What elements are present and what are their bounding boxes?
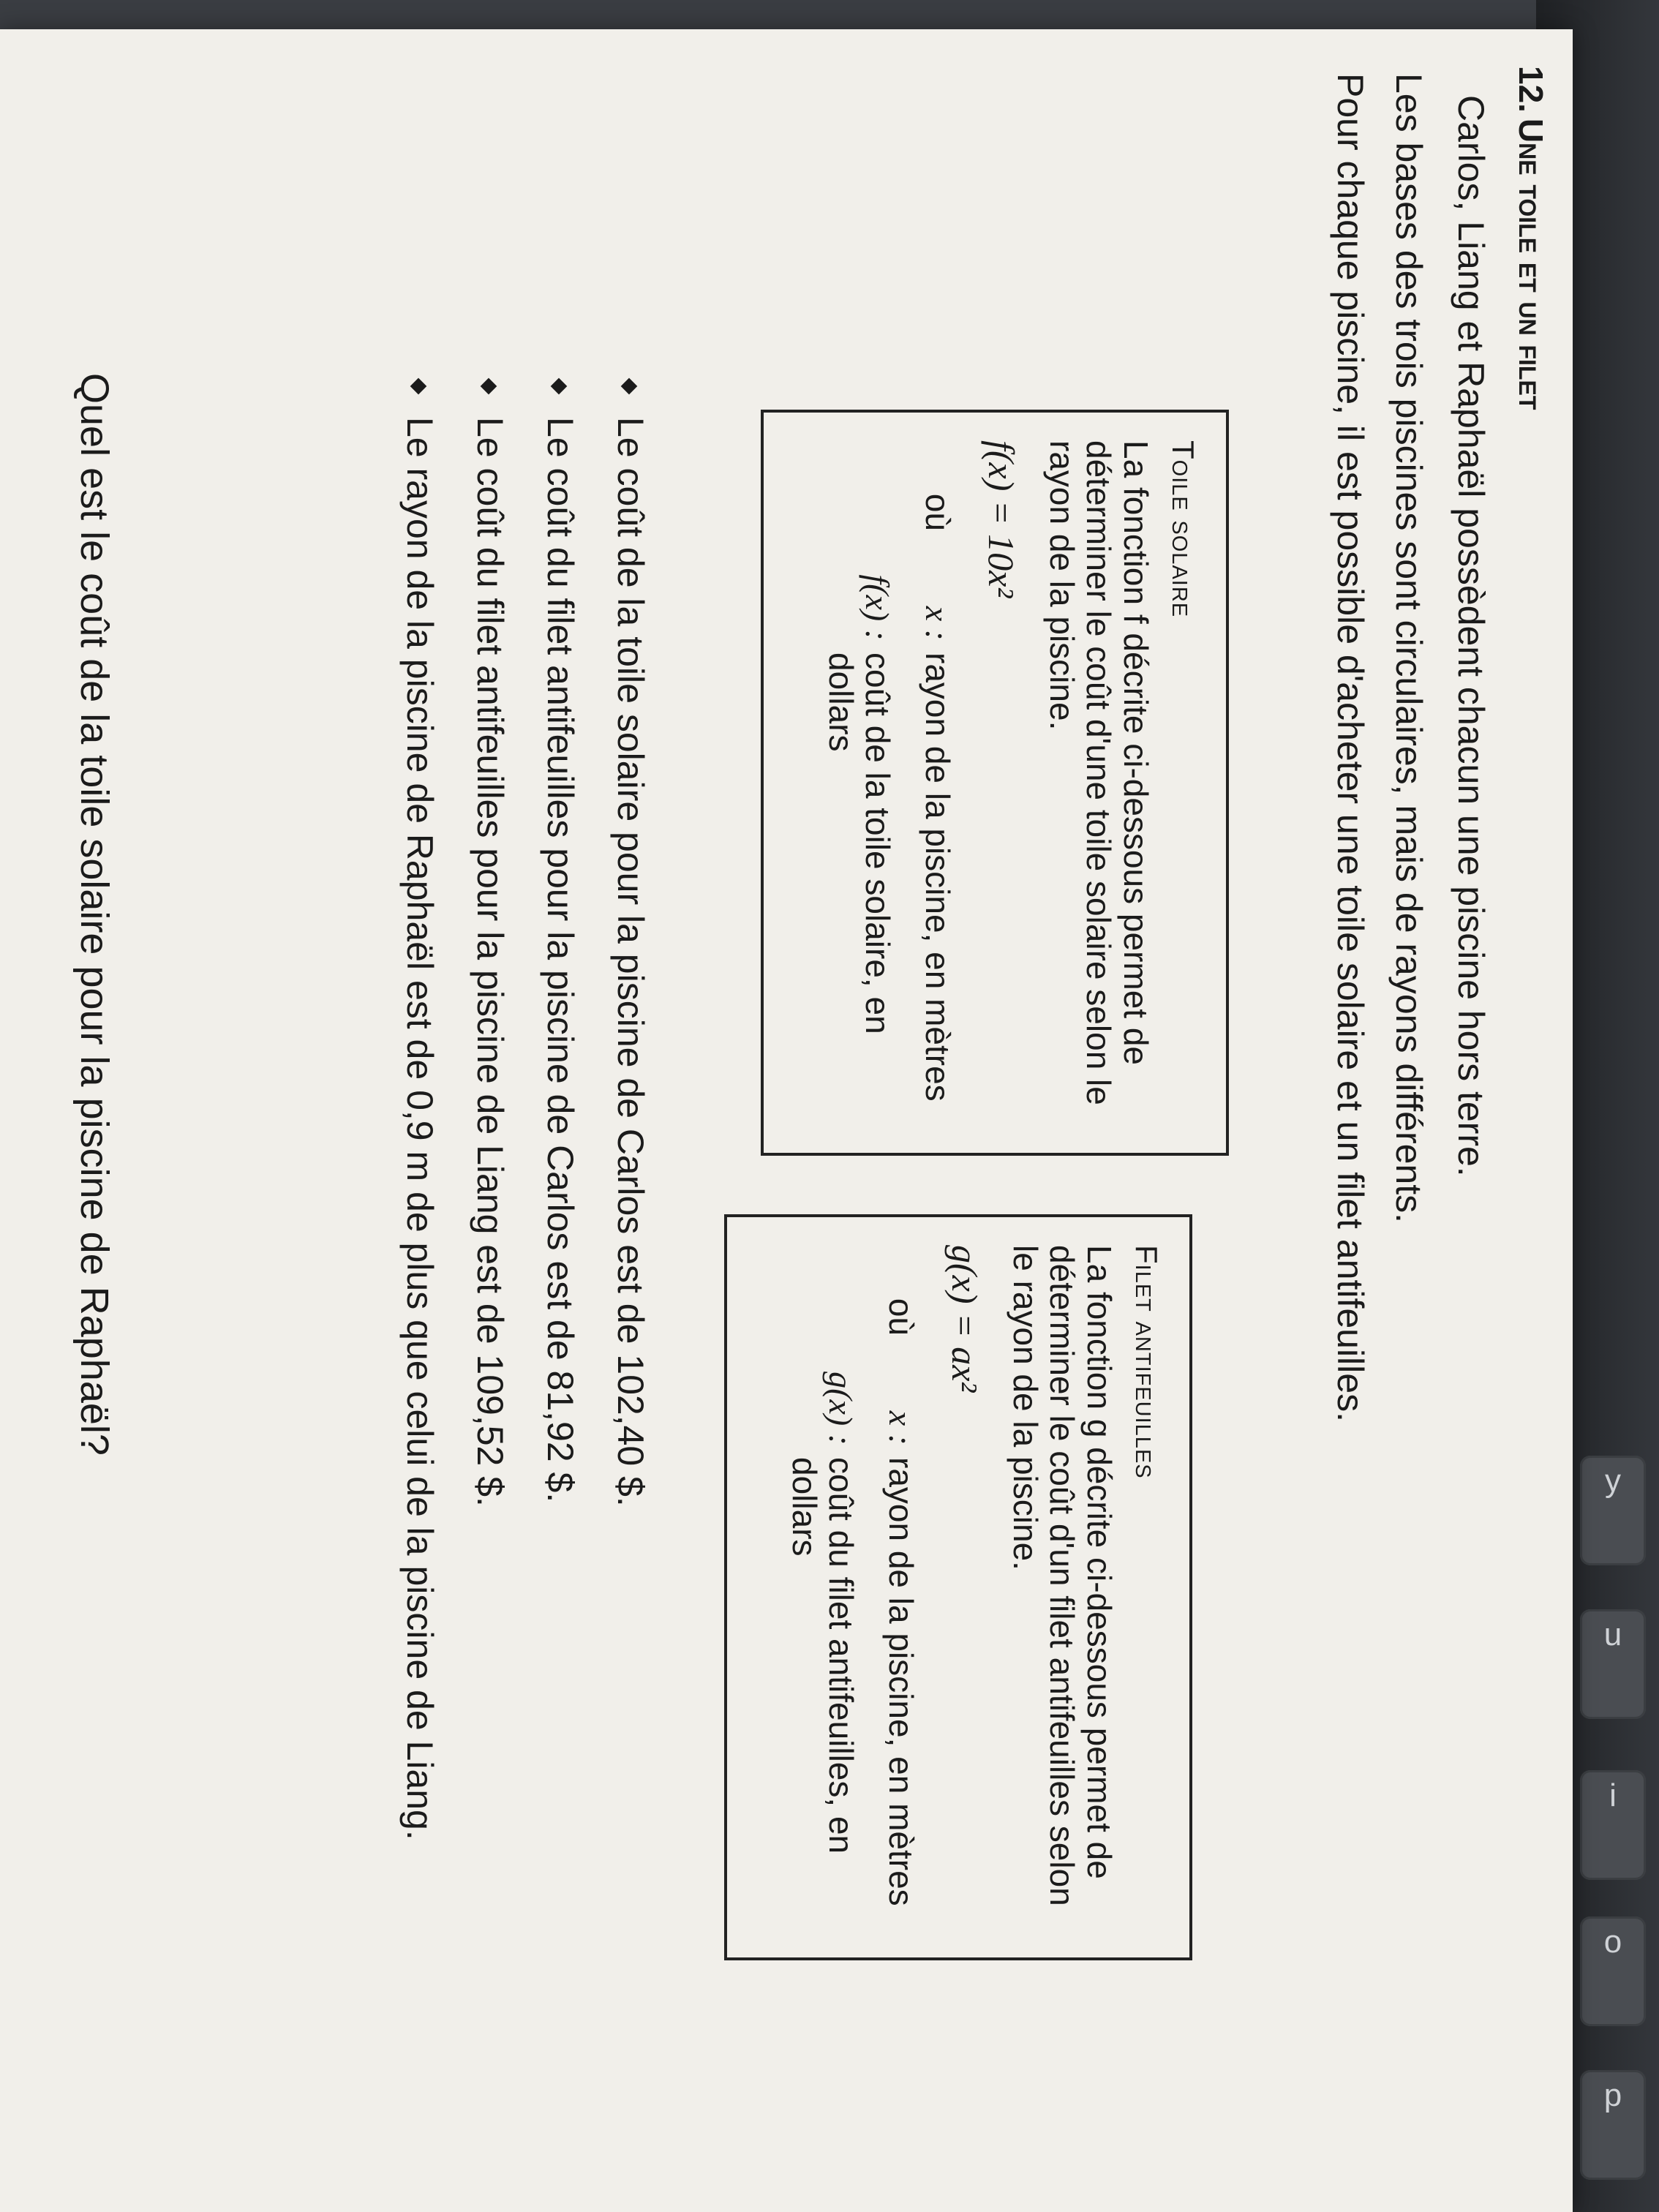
keyboard-key-u: u xyxy=(1580,1609,1646,1719)
problem-title xyxy=(1511,66,1551,410)
solar-cover-formula: f(x) = 10x² xyxy=(981,440,1023,598)
list-item: Le rayon de la piscine de Raphaël est de 0,9 m de plus que celui de la piscine de Liang. xyxy=(399,380,440,2099)
list-item: Le coût du filet antifeuilles pour la piscine de Carlos est de 81,92 $. xyxy=(540,380,581,2099)
leaf-net-title: Filet antifeuilles xyxy=(1129,1245,1164,1479)
solar-cover-title: Toile solaire xyxy=(1166,440,1200,618)
leaf-net-box xyxy=(724,1214,1192,1960)
solar-cover-box xyxy=(761,410,1229,1156)
var-x-label: x : xyxy=(882,1410,920,1445)
list-item: Le coût de la toile solaire pour la piscine de Carlos est de 102,40 $. xyxy=(610,380,651,2099)
var-g-description: coût du filet antifeuilles, en dollars xyxy=(785,1457,861,1854)
facts-list xyxy=(370,380,651,2099)
problem-number: 12. xyxy=(1512,66,1550,113)
keyboard-key-i: i xyxy=(1580,1770,1646,1880)
solar-cover-description: La fonction f décrite ci-dessous permet de déterminer le coût d'une toile solaire selon le rayon de la piscine. xyxy=(1042,440,1155,1105)
var-x-description: rayon de la piscine, en mètres xyxy=(919,652,958,1102)
var-x-description: rayon de la piscine, en mètres xyxy=(882,1457,921,1906)
keyboard-key-o: o xyxy=(1580,1916,1646,2026)
var-f-label: f(x) : xyxy=(859,574,897,641)
worksheet-paper xyxy=(0,29,1573,2212)
question-text: Quel est le coût de la toile solaire pour la piscine de Raphaël? xyxy=(72,373,116,1456)
where-label: où xyxy=(882,1298,921,1336)
where-label: où xyxy=(919,493,958,531)
keyboard-key-y: y xyxy=(1580,1456,1646,1565)
var-f-description: coût de la toile solaire, en dollars xyxy=(821,652,898,1034)
problem-title-text: Une toile et un filet xyxy=(1512,118,1550,410)
leaf-net-formula: g(x) = ax² xyxy=(944,1245,986,1393)
var-x-label: x : xyxy=(919,606,957,641)
list-item: Le coût du filet antifeuilles pour la piscine de Liang est de 109,52 $. xyxy=(470,380,511,2099)
intro-line-1: Carlos, Liang et Raphaël possèdent chacun une piscine hors terre. xyxy=(1451,95,1491,1177)
leaf-net-description: La fonction g décrite ci-dessous permet de déterminer le coût d'un filet antifeuilles selon le rayon de la piscine. xyxy=(1006,1245,1118,1906)
var-g-label: g(x) : xyxy=(822,1372,860,1445)
solar-cover-variables xyxy=(822,440,956,1128)
keyboard-key-p: p xyxy=(1580,2070,1646,2180)
leaf-net-variables xyxy=(786,1245,919,1933)
rotated-page xyxy=(0,29,1573,2151)
intro-line-3: Pour chaque piscine, il est possible d'acheter une toile solaire et un filet antifeuilles. xyxy=(1330,73,1371,1422)
intro-line-2: Les bases des trois piscines sont circulaires, mais de rayons différents. xyxy=(1388,73,1429,1224)
